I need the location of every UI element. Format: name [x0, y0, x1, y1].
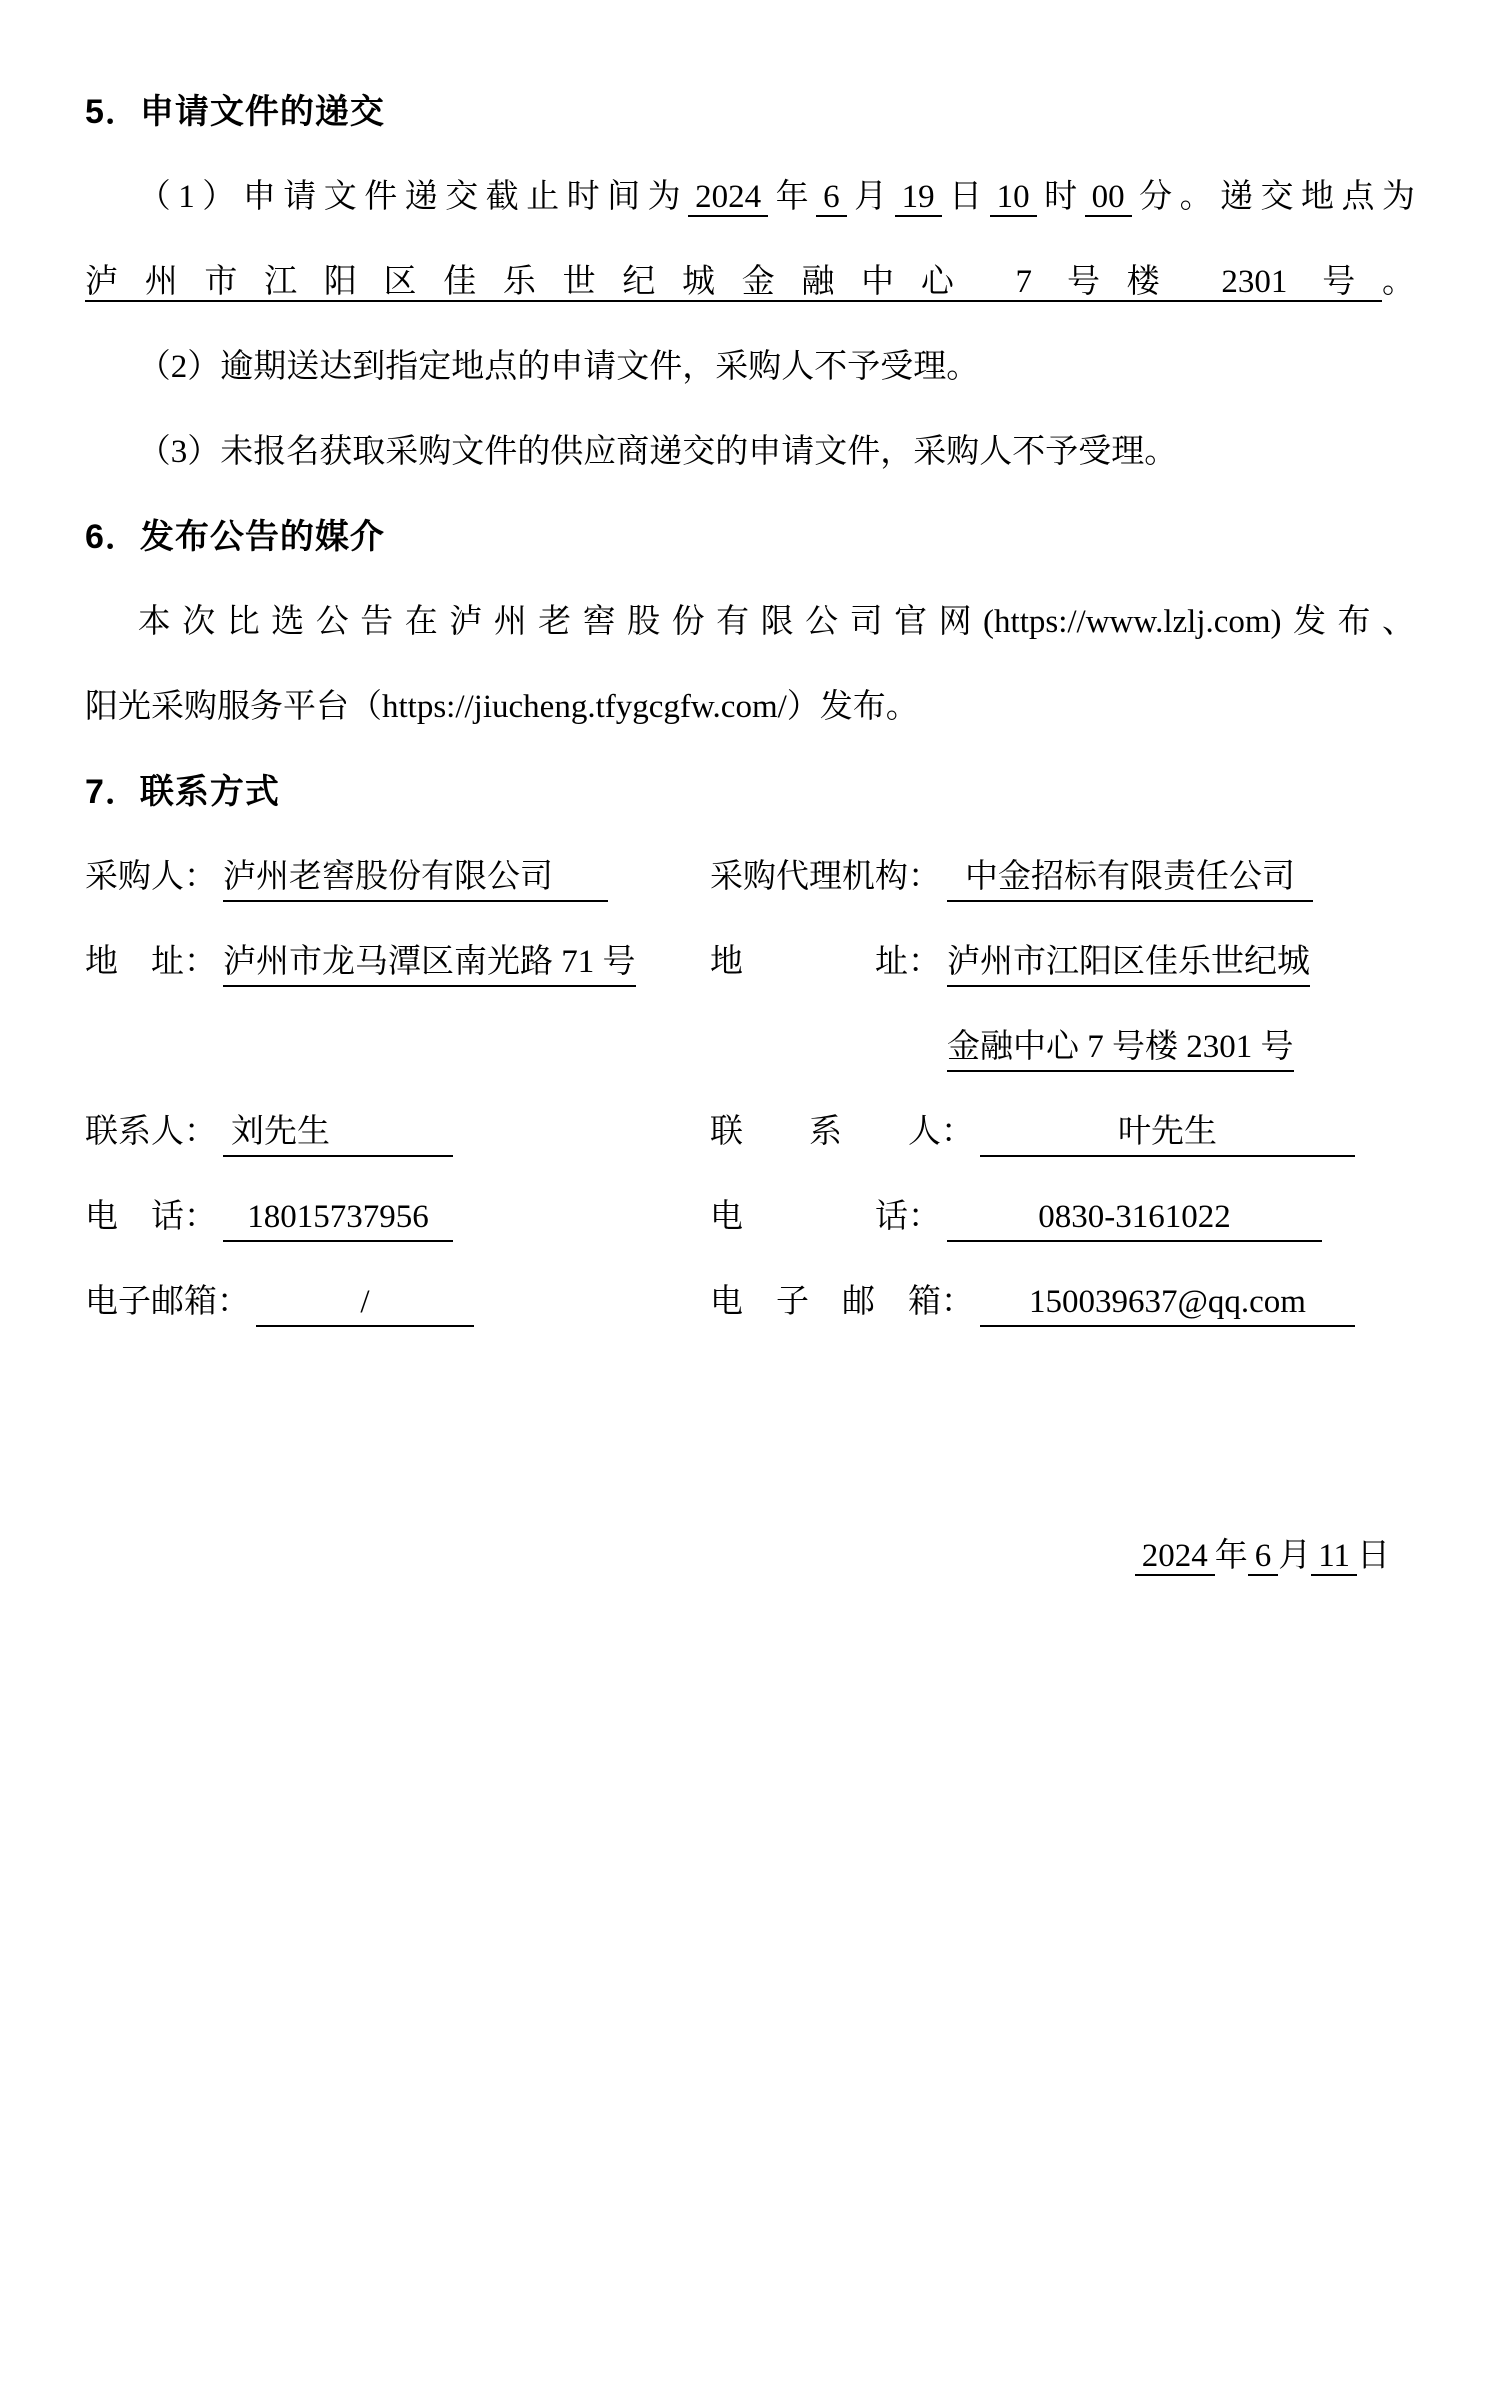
agency-phone-value: 0830-3161022 [947, 1194, 1322, 1242]
deadline-year: 2024 [688, 179, 768, 217]
agency-email-value: 150039637@qq.com [980, 1279, 1355, 1327]
purchaser-value: 泸州老窖股份有限公司 [223, 854, 608, 902]
contact-row-phone [85, 1175, 1415, 1260]
date-year-unit: 年 [1214, 1538, 1248, 1574]
purchaser-email-value: / [256, 1279, 474, 1327]
section-7-heading: 7．联系方式 [85, 773, 280, 811]
deadline-day: 19 [895, 179, 942, 217]
unregistered-supplier-paragraph: （3）未报名获取采购文件的供应商递交的申请文件，采购人不予受理。 [137, 434, 1178, 470]
purchaser-contact-value: 刘先生 [223, 1109, 453, 1157]
deadline-year-unit: 年 [768, 179, 817, 215]
section-6-heading: 6．发布公告的媒介 [85, 518, 385, 556]
announcement-media-line1: 本次比选公告在泸州老窖股份有限公司官网(https://www.lzlj.com)发布、 [137, 604, 1415, 640]
purchaser-email-label: 电子邮箱： [85, 1284, 250, 1320]
announcement-media-line2: 阳光采购服务平台（https://jiucheng.tfygcgfw.com/）发布。 [85, 689, 919, 725]
contact-row-email [85, 1260, 1415, 1345]
submission-address-period: 。 [1382, 264, 1415, 300]
submission-address: 泸州市江阳区佳乐世纪城金融中心 7 号楼 2301 号 [85, 264, 1382, 300]
purchaser-label: 采购人： [85, 859, 217, 895]
agency-address-value-line2: 金融中心 7 号楼 2301 号 [947, 1024, 1294, 1072]
agency-email-label: 电 子 邮 箱： [710, 1284, 974, 1320]
date-month: 6 [1248, 1538, 1279, 1576]
purchaser-address-label: 地 址： [85, 944, 217, 980]
purchaser-address-value: 泸州市龙马潭区南光路 71 号 [223, 939, 636, 987]
agency-label: 采购代理机构： [710, 859, 941, 895]
purchaser-phone-value: 18015737956 [223, 1194, 453, 1242]
announcement-date [85, 1514, 1415, 1599]
purchaser-contact-label: 联系人： [85, 1114, 217, 1150]
agency-contact-label: 联 系 人： [710, 1114, 974, 1150]
deadline-text-pre: （1）申请文件递交截止时间为 [137, 179, 689, 215]
late-delivery-paragraph: （2）逾期送达到指定地点的申请文件，采购人不予受理。 [137, 349, 980, 385]
agency-value: 中金招标有限责任公司 [947, 854, 1313, 902]
date-year: 2024 [1135, 1538, 1215, 1576]
agency-contact-value: 叶先生 [980, 1109, 1355, 1157]
agency-phone-label: 电 话： [710, 1199, 941, 1235]
deadline-paragraph-line1 [85, 155, 1415, 240]
agency-address-value-line1: 泸州市江阳区佳乐世纪城 [947, 939, 1310, 987]
date-day-unit: 日 [1357, 1538, 1390, 1574]
contact-row-purchaser [85, 835, 1415, 920]
contact-row-person [85, 1090, 1415, 1175]
deadline-month-unit: 月 [846, 179, 895, 215]
deadline-day-unit: 日 [941, 179, 990, 215]
deadline-minute: 00 [1085, 179, 1132, 217]
deadline-paragraph-line2 [85, 240, 1415, 325]
date-month-unit: 月 [1278, 1538, 1312, 1574]
contact-row-address [85, 920, 1415, 1005]
deadline-hour-unit: 时 [1036, 179, 1085, 215]
contact-row-address-continued [85, 1005, 1415, 1090]
purchaser-phone-label: 电 话： [85, 1199, 217, 1235]
date-day: 11 [1311, 1538, 1357, 1576]
deadline-minute-unit: 分。递交地点为 [1131, 179, 1416, 215]
section-5-heading: 5．申请文件的递交 [85, 93, 385, 131]
deadline-hour: 10 [990, 179, 1037, 217]
deadline-month: 6 [816, 179, 847, 217]
agency-address-label: 地 址： [710, 944, 941, 980]
